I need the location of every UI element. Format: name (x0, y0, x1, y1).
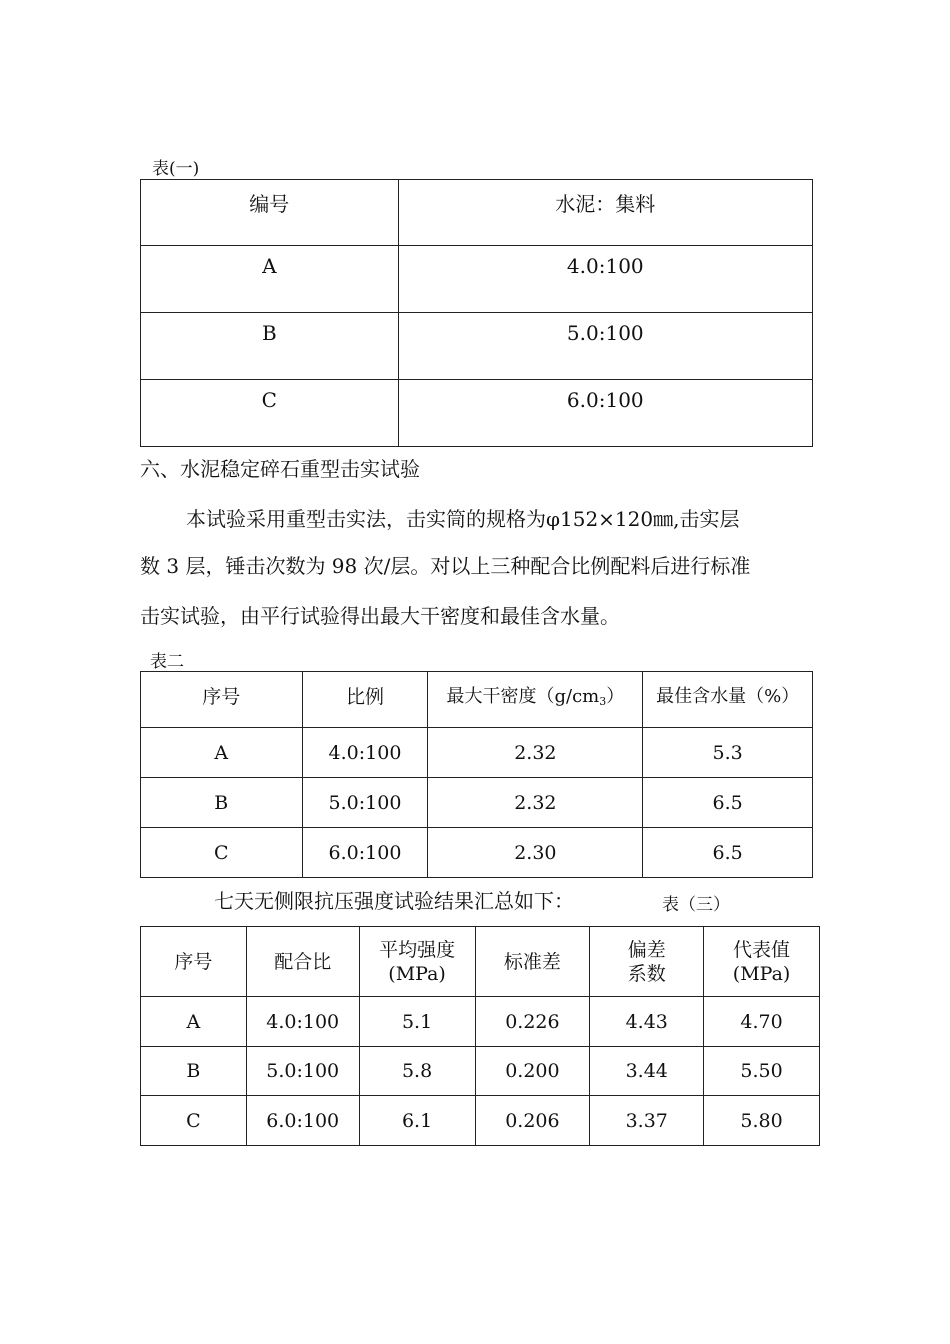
table2-cell: C (141, 828, 303, 878)
header-line: 配合比 (274, 950, 332, 973)
header-line: 序号 (174, 950, 213, 973)
table2-cell: 2.32 (428, 778, 643, 828)
table3-header-cell (704, 927, 820, 997)
table3-cell: 3.44 (590, 1047, 704, 1096)
table-row (141, 997, 820, 1047)
table-row (141, 1047, 820, 1096)
table3-cell: 6.1 (359, 1096, 475, 1146)
table1-header-cell: 编号 (141, 180, 399, 246)
table1-caption: 表(一) (152, 159, 200, 179)
table2-cell: 2.32 (428, 728, 643, 778)
table2-header-cell: 最佳含水量（%） (643, 672, 813, 728)
header-line: (MPa) (732, 962, 791, 985)
table3-header-cell (246, 927, 359, 997)
table3-cell: 0.226 (475, 997, 590, 1047)
table3-cell: 6.0:100 (246, 1096, 359, 1146)
table3-cell: 5.8 (359, 1047, 475, 1096)
header-line: 标准差 (503, 950, 561, 973)
table-row (141, 728, 813, 778)
table3-cell: 5.80 (704, 1096, 820, 1146)
table2-header-cell: 比例 (302, 672, 428, 728)
table3-header-row (141, 927, 820, 997)
table1-header-row (141, 180, 813, 246)
header-line: 系数 (627, 962, 666, 985)
table3-cell: B (141, 1047, 247, 1096)
table2-header-cell (428, 672, 643, 728)
table3-cell: 0.206 (475, 1096, 590, 1146)
table-row (141, 380, 813, 447)
table2-caption: 表二 (150, 652, 184, 672)
table1-cell: A (141, 246, 399, 313)
table2-header-cell: 序号 (141, 672, 303, 728)
table3-cell: 4.0:100 (246, 997, 359, 1047)
table2-cell: 6.5 (643, 828, 813, 878)
table-row (141, 1096, 820, 1146)
table-row (141, 313, 813, 380)
density-header-close: ） (606, 686, 625, 707)
table1-header-cell: 水泥：集料 (398, 180, 812, 246)
header-line: 平均强度 (379, 938, 456, 961)
table1-cell: B (141, 313, 399, 380)
paragraph-line: 本试验采用重型击实法，击实筒的规格为φ152×120㎜,击实层 (186, 507, 740, 531)
table1-cell: 6.0:100 (398, 380, 812, 447)
table1 (140, 179, 813, 447)
table3-cell: 0.200 (475, 1047, 590, 1096)
table3-cell: C (141, 1096, 247, 1146)
table3-cell: 3.37 (590, 1096, 704, 1146)
table3 (140, 926, 820, 1146)
table-row (141, 828, 813, 878)
paragraph-line: 数 3 层，锤击次数为 98 次/层。对以上三种配合比例配料后进行标准 (140, 554, 751, 578)
header-line: (MPa) (388, 962, 446, 985)
table2-cell: 5.3 (643, 728, 813, 778)
table3-header-cell (141, 927, 247, 997)
table-row (141, 246, 813, 313)
density-unit-superscript: 3 (599, 695, 607, 708)
density-header-text: 最大干密度（g/cm (446, 686, 600, 707)
table2-cell: A (141, 728, 303, 778)
table3-cell: 4.70 (704, 997, 820, 1047)
table3-caption: 表（三） (662, 895, 730, 915)
table3-header-cell (475, 927, 590, 997)
table3-cell: A (141, 997, 247, 1047)
table2-cell: 6.0:100 (302, 828, 428, 878)
paragraph-line: 击实试验，由平行试验得出最大干密度和最佳含水量。 (140, 604, 620, 628)
table2-cell: 5.0:100 (302, 778, 428, 828)
table3-cell: 5.0:100 (246, 1047, 359, 1096)
table2-cell: B (141, 778, 303, 828)
table2-cell: 2.30 (428, 828, 643, 878)
section-heading: 六、水泥稳定碎石重型击实试验 (140, 457, 420, 481)
table2-cell: 4.0:100 (302, 728, 428, 778)
table3-cell: 5.1 (359, 997, 475, 1047)
header-line: 偏差 (627, 938, 666, 961)
header-line: 代表值 (733, 938, 791, 961)
table1-cell: 5.0:100 (398, 313, 812, 380)
table2 (140, 671, 813, 878)
table3-intro: 七天无侧限抗压强度试验结果汇总如下： (214, 889, 574, 913)
table-row (141, 778, 813, 828)
table3-cell: 5.50 (704, 1047, 820, 1096)
table1-cell: C (141, 380, 399, 447)
table2-cell: 6.5 (643, 778, 813, 828)
table3-header-cell (359, 927, 475, 997)
table3-cell: 4.43 (590, 997, 704, 1047)
table1-cell: 4.0:100 (398, 246, 812, 313)
table3-header-cell (590, 927, 704, 997)
table2-header-row (141, 672, 813, 728)
